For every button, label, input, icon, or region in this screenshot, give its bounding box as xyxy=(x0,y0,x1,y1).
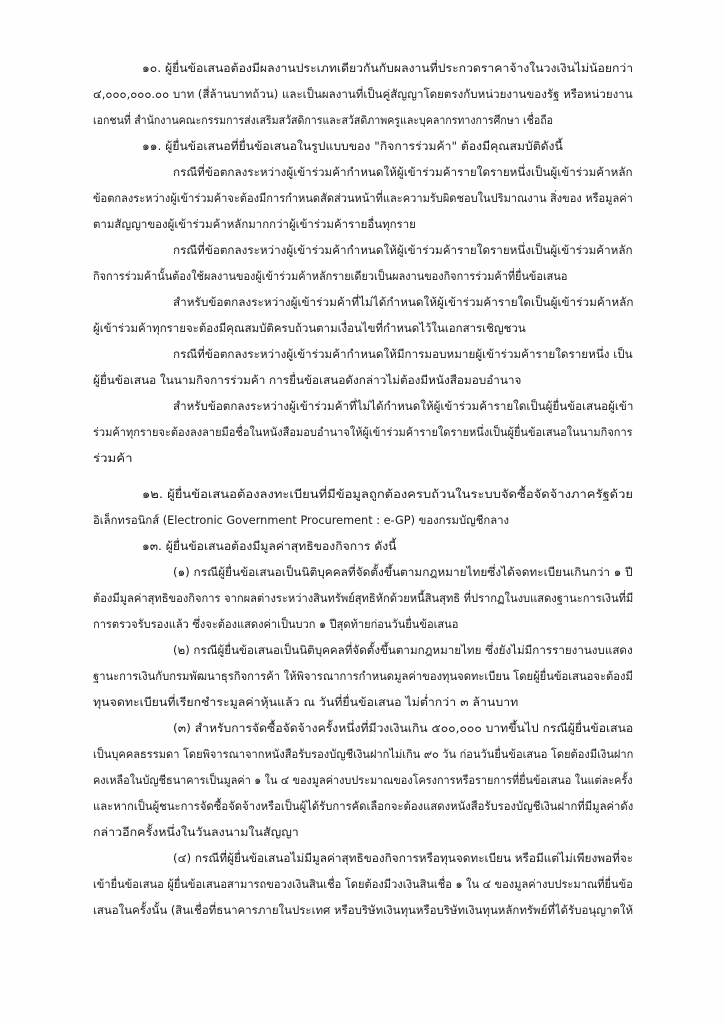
line: เป็นบุคคลธรรมดา โดยพิจารณาจากหนังสือรับรองบัญชีเงินฝากไม่เกิน ๙๐ วัน ก่อนวันยื่นข้อเสนอ โดยต้องมีเงินฝาก xyxy=(93,747,634,761)
line: ข้อตกลงระหว่างผู้เข้าร่วมค้าจะต้องมีการกำหนดสัดส่วนหน้าที่และความรับผิดชอบในปริมาณงาน สิ่งของ หรือมูลค่า xyxy=(93,191,633,205)
line: เอกชนที่ สำนักงานคณะกรรมการส่งเสริมสวัสดิการและสวัสดิภาพครูและบุคลากรทางการศึกษา เชื่อถือ xyxy=(93,113,554,127)
line: อิเล็กทรอนิกส์ (Electronic Government Procurement : e-GP) ของกรมบัญชีกลาง xyxy=(93,513,510,527)
line: (๒) กรณีผู้ยื่นข้อเสนอเป็นนิติบุคคลที่จัดตั้งขึ้นตามกฎหมายไทย ซึ่งยังไม่มีการรายงานงบแสดง xyxy=(173,643,633,657)
line: ต้องมีมูลค่าสุทธิของกิจการ จากผลต่างระหว่างสินทรัพย์สุทธิหักด้วยหนี้สินสุทธิ ที่ปรากฏในงบแสดงฐานะการเงินที่มี xyxy=(93,591,634,605)
line-clause-11: ๑๑. ผู้ยื่นข้อเสนอที่ยื่นข้อเสนอในรูปแบบของ "กิจการร่วมค้า" ต้องมีคุณสมบัติดังนี้ xyxy=(142,139,563,153)
line: (๔) กรณีที่ผู้ยื่นข้อเสนอไม่มีมูลค่าสุทธิของกิจการหรือทุนจดทะเบียน หรือมีแต่ไม่เพียงพอที่จะ xyxy=(173,851,634,865)
line: กรณีที่ข้อตกลงระหว่างผู้เข้าร่วมค้ากำหนดให้ผู้เข้าร่วมค้ารายใดรายหนึ่งเป็นผู้เข้าร่วมค้าหลัก xyxy=(173,243,633,257)
line: (๓) สำหรับการจัดซื้อจัดจ้างครั้งหนึ่งที่มีวงเงินเกิน ๕๐๐,๐๐๐ บาทขึ้นไป กรณีผู้ยื่นข้อเสนอ xyxy=(173,721,634,735)
line-clause-10: ๑๐. ผู้ยื่นข้อเสนอต้องมีผลงานประเภทเดียวกันกับผลงานที่ประกวดราคาจ้างในวงเงินไม่น้อยกว่า xyxy=(142,61,634,75)
line: ๔,๐๐๐,๐๐๐.๐๐ บาท (สี่ล้านบาทถ้วน) และเป็นผลงานที่เป็นคู่สัญญาโดยตรงกับหน่วยงานของรัฐ หรือหน่วยงาน xyxy=(93,87,633,101)
line: ผู้ยื่นข้อเสนอ ในนามกิจการร่วมค้า การยื่นข้อเสนอดังกล่าวไม่ต้องมีหนังสือมอบอำนาจ xyxy=(93,373,522,387)
line-clause-12: ๑๒. ผู้ยื่นข้อเสนอต้องลงทะเบียนที่มีข้อมูลถูกต้องครบถ้วนในระบบจัดซื้อจัดจ้างภาครัฐด้วย xyxy=(142,487,634,501)
line: (๑) กรณีผู้ยื่นข้อเสนอเป็นนิติบุคคลที่จัดตั้งขึ้นตามกฎหมายไทยซึ่งได้จดทะเบียนเกินกว่า ๑ ปี xyxy=(173,565,633,579)
line: ผู้เข้าร่วมค้าทุกรายจะต้องมีคุณสมบัติครบถ้วนตามเงื่อนไขที่กำหนดไว้ในเอกสารเชิญชวน xyxy=(93,321,526,335)
line-clause-13: ๑๓. ผู้ยื่นข้อเสนอต้องมีมูลค่าสุทธิของกิจการ ดังนี้ xyxy=(142,539,397,553)
line: ร่วมค้า xyxy=(93,451,133,465)
line: กิจการร่วมค้านั้นต้องใช้ผลงานของผู้เข้าร่วมค้าหลักรายเดียวเป็นผลงานของกิจการร่วมค้าที่ยื่นข้อเสนอ xyxy=(93,269,568,283)
line: เสนอในครั้งนั้น (สินเชื่อที่ธนาคารภายในประเทศ หรือบริษัทเงินทุนหรือบริษัทเงินทุนหลักทรัพย์ที่ได้รับอนุญาตให้ xyxy=(93,903,634,917)
line: เข้ายื่นข้อเสนอ ผู้ยื่นข้อเสนอสามารถขอวงเงินสินเชื่อ โดยต้องมีวงเงินสินเชื่อ ๑ ใน ๔ ของมูลค่างบประมาณที่ยื่นข้อ xyxy=(93,877,633,891)
line: กรณีที่ข้อตกลงระหว่างผู้เข้าร่วมค้ากำหนดให้ผู้เข้าร่วมค้ารายใดรายหนึ่งเป็นผู้เข้าร่วมค้าหลัก xyxy=(173,165,633,179)
line: ตามสัญญาของผู้เข้าร่วมค้าหลักมากกว่าผู้เข้าร่วมค้ารายอื่นทุกราย xyxy=(93,217,416,231)
line: การตรวจรับรองแล้ว ซึ่งจะต้องแสดงค่าเป็นบวก ๑ ปีสุดท้ายก่อนวันยื่นข้อเสนอ xyxy=(93,617,459,631)
line: คงเหลือในบัญชีธนาคารเป็นมูลค่า ๑ ใน ๔ ของมูลค่างบประมาณของโครงการหรือรายการที่ยื่นข้อเสนอ ในแต่ละครั้ง xyxy=(93,773,633,787)
line: ทุนจดทะเบียนที่เรียกชำระมูลค่าหุ้นแล้ว ณ วันที่ยื่นข้อเสนอ ไม่ต่ำกว่า ๓ ล้านบาท xyxy=(93,695,519,709)
line: สำหรับข้อตกลงระหว่างผู้เข้าร่วมค้าที่ไม่ได้กำหนดให้ผู้เข้าร่วมค้ารายใดเป็นผู้เข้าร่วมค้าหลัก xyxy=(173,295,634,309)
line: ร่วมค้าทุกรายจะต้องลงลายมือชื่อในหนังสือมอบอำนาจให้ผู้เข้าร่วมค้ารายใดรายหนึ่งเป็นผู้ยื่นข้อเสนอในนามกิจการ xyxy=(93,425,633,439)
line: สำหรับข้อตกลงระหว่างผู้เข้าร่วมค้าที่ไม่ได้กำหนดให้ผู้เข้าร่วมค้ารายใดเป็นผู้ยื่นข้อเสนอผู้เข้า xyxy=(173,399,634,413)
line: ฐานะการเงินกับกรมพัฒนาธุรกิจการค้า ให้พิจารณาการกำหนดมูลค่าของทุนจดทะเบียน โดยผู้ยื่นข้อเสนอจะต้องมี xyxy=(93,669,633,683)
line: กล่าวอีกครั้งหนึ่งในวันลงนามในสัญญา xyxy=(93,825,299,839)
line: กรณีที่ข้อตกลงระหว่างผู้เข้าร่วมค้ากำหนดให้มีการมอบหมายผู้เข้าร่วมค้ารายใดรายหนึ่ง เป็น xyxy=(173,347,633,361)
line: และหากเป็นผู้ชนะการจัดซื้อจัดจ้างหรือเป็นผู้ได้รับการคัดเลือกจะต้องแสดงหนังสือรับรองบัญชีเงินฝากที่มีมูลค่าดัง xyxy=(93,799,634,813)
